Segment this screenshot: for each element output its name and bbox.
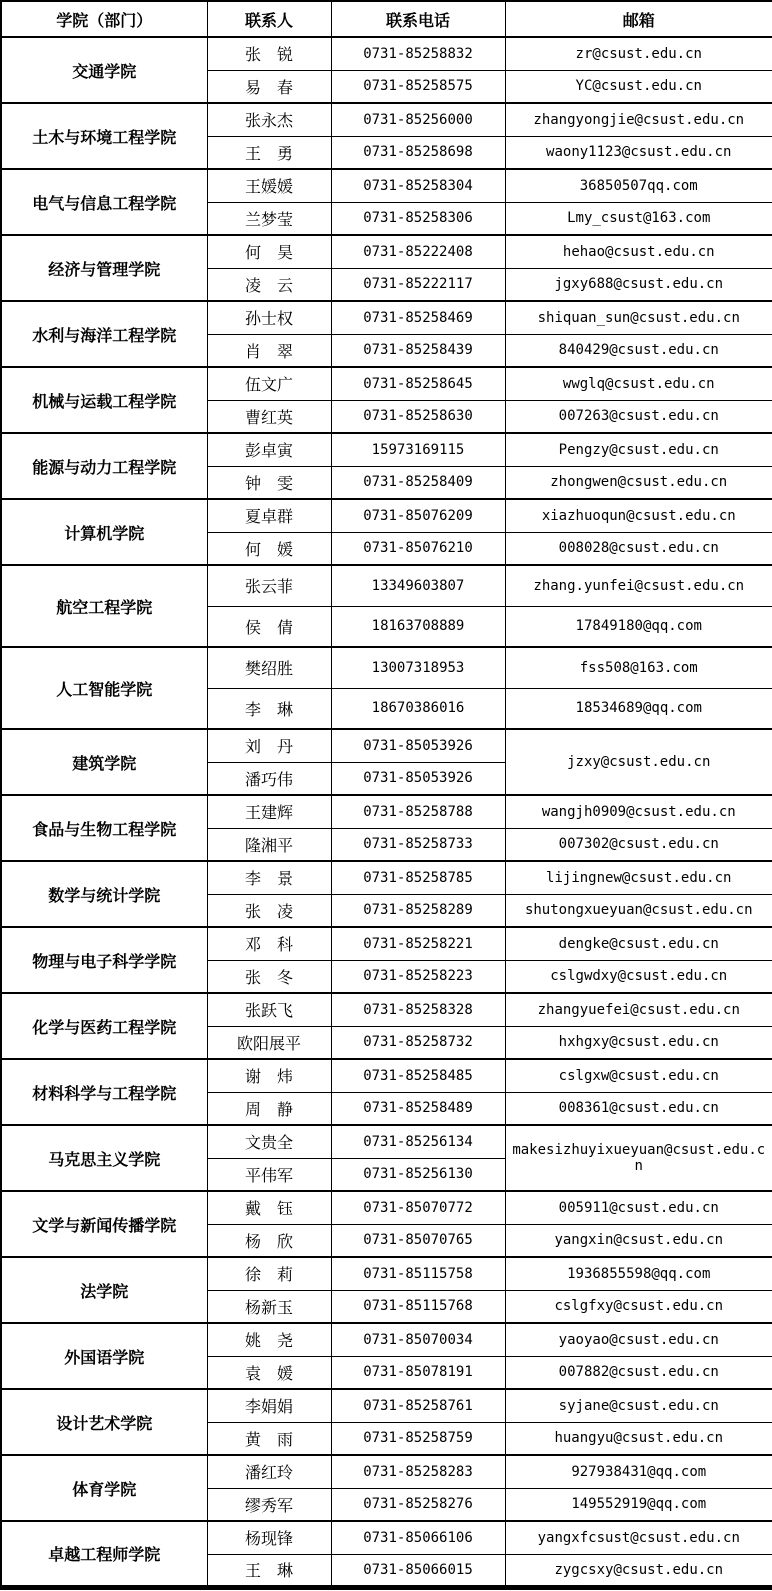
- college-cell: 食品与生物工程学院: [1, 795, 207, 861]
- col-header-email: 邮箱: [505, 1, 772, 37]
- contact-email-cell: waony1123@csust.edu.cn: [505, 136, 772, 169]
- contact-phone-cell: 0731-85258732: [331, 1026, 505, 1059]
- col-header-contact: 联系人: [207, 1, 331, 37]
- contact-phone-cell: 0731-85070034: [331, 1323, 505, 1356]
- contact-email-cell: wangjh0909@csust.edu.cn: [505, 795, 772, 828]
- contact-name-cell: 张 锐: [207, 37, 331, 70]
- table-row: [1, 1455, 772, 1488]
- col-header-college: 学院（部门）: [1, 1, 207, 37]
- contact-email-cell: 927938431@qq.com: [505, 1455, 772, 1488]
- contact-name-cell: 杨 欣: [207, 1224, 331, 1257]
- contact-email-cell: 1936855598@qq.com: [505, 1257, 772, 1290]
- contact-email-cell: cslgwdxy@csust.edu.cn: [505, 960, 772, 993]
- contact-name-cell: 张云菲: [207, 565, 331, 606]
- contact-phone-cell: 0731-85258630: [331, 400, 505, 433]
- contact-name-cell: 李娟娟: [207, 1389, 331, 1422]
- contact-email-cell: shutongxueyuan@csust.edu.cn: [505, 894, 772, 927]
- table-row: [1, 1125, 772, 1158]
- table-row: [1, 1389, 772, 1422]
- contact-phone-cell: 0731-85258698: [331, 136, 505, 169]
- contact-email-cell: 17849180@qq.com: [505, 606, 772, 647]
- college-cell: 法学院: [1, 1257, 207, 1323]
- contact-phone-cell: 0731-85256130: [331, 1158, 505, 1191]
- contact-name-cell: 张 凌: [207, 894, 331, 927]
- contact-name-cell: 凌 云: [207, 268, 331, 301]
- contact-phone-cell: 0731-85076209: [331, 499, 505, 532]
- contact-email-cell: makesizhuyixueyuan@csust.edu.cn: [505, 1125, 772, 1191]
- contact-phone-cell: 0731-85258645: [331, 367, 505, 400]
- contact-name-cell: 肖 翠: [207, 334, 331, 367]
- contact-phone-cell: 18670386016: [331, 688, 505, 729]
- college-cell: 化学与医药工程学院: [1, 993, 207, 1059]
- contact-phone-cell: 0731-85258304: [331, 169, 505, 202]
- college-cell: 电气与信息工程学院: [1, 169, 207, 235]
- contact-email-cell: Lmy_csust@163.com: [505, 202, 772, 235]
- contact-name-cell: 戴 钰: [207, 1191, 331, 1224]
- college-cell: 外国语学院: [1, 1323, 207, 1389]
- contact-phone-cell: 0731-85258469: [331, 301, 505, 334]
- college-cell: 交通学院: [1, 37, 207, 103]
- contact-name-cell: 张永杰: [207, 103, 331, 136]
- contact-name-cell: 李 景: [207, 861, 331, 894]
- contact-email-cell: xiazhuoqun@csust.edu.cn: [505, 499, 772, 532]
- contact-phone-cell: 0731-85258761: [331, 1389, 505, 1422]
- contact-email-cell: 007302@csust.edu.cn: [505, 828, 772, 861]
- college-cell: 航空工程学院: [1, 565, 207, 647]
- contact-email-cell: jgxy688@csust.edu.cn: [505, 268, 772, 301]
- contact-name-cell: 夏卓群: [207, 499, 331, 532]
- college-cell: 计算机学院: [1, 499, 207, 565]
- contact-phone-cell: 18163708889: [331, 606, 505, 647]
- contact-name-cell: 杨现锋: [207, 1521, 331, 1554]
- contact-name-cell: 杨新玉: [207, 1290, 331, 1323]
- table-row: [1, 235, 772, 268]
- contact-phone-cell: 0731-85258439: [331, 334, 505, 367]
- contact-phone-cell: 0731-85066015: [331, 1554, 505, 1587]
- contact-email-cell: zhangyuefei@csust.edu.cn: [505, 993, 772, 1026]
- contact-phone-cell: 0731-85258328: [331, 993, 505, 1026]
- contact-name-cell: 邓 科: [207, 927, 331, 960]
- contact-phone-cell: 0731-85053926: [331, 729, 505, 762]
- contact-email-cell: zhongwen@csust.edu.cn: [505, 466, 772, 499]
- contact-name-cell: 潘巧伟: [207, 762, 331, 795]
- contact-email-cell: cslgxw@csust.edu.cn: [505, 1059, 772, 1092]
- contact-phone-cell: 0731-85258489: [331, 1092, 505, 1125]
- table-row: [1, 433, 772, 466]
- contact-email-cell: syjane@csust.edu.cn: [505, 1389, 772, 1422]
- contact-name-cell: 王 勇: [207, 136, 331, 169]
- table-row: [1, 861, 772, 894]
- college-cell: 人工智能学院: [1, 647, 207, 729]
- contact-name-cell: 王 琳: [207, 1554, 331, 1587]
- college-cell: 能源与动力工程学院: [1, 433, 207, 499]
- table-row: [1, 1521, 772, 1554]
- contact-name-cell: 徐 莉: [207, 1257, 331, 1290]
- contact-phone-cell: 0731-85258485: [331, 1059, 505, 1092]
- contact-email-cell: zr@csust.edu.cn: [505, 37, 772, 70]
- contact-phone-cell: 0731-85078191: [331, 1356, 505, 1389]
- contact-email-cell: jzxy@csust.edu.cn: [505, 729, 772, 795]
- table-row: [1, 1059, 772, 1092]
- contact-phone-cell: 15973169115: [331, 433, 505, 466]
- contact-name-cell: 张跃飞: [207, 993, 331, 1026]
- contact-email-cell: hehao@csust.edu.cn: [505, 235, 772, 268]
- contact-phone-cell: 0731-85258276: [331, 1488, 505, 1521]
- contact-name-cell: 樊绍胜: [207, 647, 331, 688]
- table-row: [1, 729, 772, 762]
- contact-phone-cell: 0731-85222408: [331, 235, 505, 268]
- contact-name-cell: 隆湘平: [207, 828, 331, 861]
- contact-name-cell: 彭卓寅: [207, 433, 331, 466]
- contact-email-cell: 007882@csust.edu.cn: [505, 1356, 772, 1389]
- contact-phone-cell: 0731-85258759: [331, 1422, 505, 1455]
- contact-name-cell: 钟 雯: [207, 466, 331, 499]
- college-cell: 数学与统计学院: [1, 861, 207, 927]
- contact-name-cell: 伍文广: [207, 367, 331, 400]
- contact-email-cell: zhang.yunfei@csust.edu.cn: [505, 565, 772, 606]
- contact-name-cell: 兰梦莹: [207, 202, 331, 235]
- contact-name-cell: 何 媛: [207, 532, 331, 565]
- contact-phone-cell: 0731-85070765: [331, 1224, 505, 1257]
- contact-name-cell: 黄 雨: [207, 1422, 331, 1455]
- college-cell: 建筑学院: [1, 729, 207, 795]
- contact-name-cell: 潘红玲: [207, 1455, 331, 1488]
- contact-name-cell: 刘 丹: [207, 729, 331, 762]
- contact-name-cell: 王建辉: [207, 795, 331, 828]
- contact-phone-cell: 0731-85258785: [331, 861, 505, 894]
- contact-email-cell: wwglq@csust.edu.cn: [505, 367, 772, 400]
- contact-phone-cell: 0731-85076210: [331, 532, 505, 565]
- college-cell: 体育学院: [1, 1455, 207, 1521]
- contact-email-cell: YC@csust.edu.cn: [505, 70, 772, 103]
- contact-name-cell: 李 琳: [207, 688, 331, 729]
- contact-phone-cell: 0731-85066106: [331, 1521, 505, 1554]
- college-cell: 材料科学与工程学院: [1, 1059, 207, 1125]
- contact-email-cell: lijingnew@csust.edu.cn: [505, 861, 772, 894]
- contact-phone-cell: 0731-85258832: [331, 37, 505, 70]
- table-row: [1, 499, 772, 532]
- table-row: [1, 795, 772, 828]
- contact-email-cell: yaoyao@csust.edu.cn: [505, 1323, 772, 1356]
- contact-email-cell: 005911@csust.edu.cn: [505, 1191, 772, 1224]
- table-row: [1, 1323, 772, 1356]
- college-cell: 设计艺术学院: [1, 1389, 207, 1455]
- contact-name-cell: 王媛媛: [207, 169, 331, 202]
- contact-email-cell: fss508@163.com: [505, 647, 772, 688]
- table-row: [1, 1257, 772, 1290]
- contact-name-cell: 周 静: [207, 1092, 331, 1125]
- contact-email-cell: cslgfxy@csust.edu.cn: [505, 1290, 772, 1323]
- contact-name-cell: 缪秀军: [207, 1488, 331, 1521]
- contact-phone-cell: 0731-85258409: [331, 466, 505, 499]
- contact-name-cell: 袁 媛: [207, 1356, 331, 1389]
- college-cell: 卓越工程师学院: [1, 1521, 207, 1587]
- contact-email-cell: hxhgxy@csust.edu.cn: [505, 1026, 772, 1059]
- table-row: [1, 169, 772, 202]
- contact-name-cell: 侯 倩: [207, 606, 331, 647]
- college-cell: 水利与海洋工程学院: [1, 301, 207, 367]
- contact-phone-cell: 0731-85258289: [331, 894, 505, 927]
- contact-email-cell: shiquan_sun@csust.edu.cn: [505, 301, 772, 334]
- contact-name-cell: 张 冬: [207, 960, 331, 993]
- contact-email-cell: zygcsxy@csust.edu.cn: [505, 1554, 772, 1587]
- contact-phone-cell: 0731-85258306: [331, 202, 505, 235]
- contact-phone-cell: 0731-85258788: [331, 795, 505, 828]
- contact-email-cell: 008361@csust.edu.cn: [505, 1092, 772, 1125]
- contact-email-cell: huangyu@csust.edu.cn: [505, 1422, 772, 1455]
- contact-name-cell: 文贵全: [207, 1125, 331, 1158]
- contact-name-cell: 谢 炜: [207, 1059, 331, 1092]
- contact-phone-cell: 0731-85258283: [331, 1455, 505, 1488]
- contact-email-cell: yangxfcsust@csust.edu.cn: [505, 1521, 772, 1554]
- table-row: [1, 993, 772, 1026]
- contact-email-cell: Pengzy@csust.edu.cn: [505, 433, 772, 466]
- college-cell: 经济与管理学院: [1, 235, 207, 301]
- contact-name-cell: 欧阳展平: [207, 1026, 331, 1059]
- contact-email-cell: yangxin@csust.edu.cn: [505, 1224, 772, 1257]
- table-row: [1, 647, 772, 688]
- contact-email-cell: 36850507qq.com: [505, 169, 772, 202]
- contact-email-cell: zhangyongjie@csust.edu.cn: [505, 103, 772, 136]
- contact-phone-cell: 13349603807: [331, 565, 505, 606]
- contact-name-cell: 曹红英: [207, 400, 331, 433]
- contact-email-cell: 007263@csust.edu.cn: [505, 400, 772, 433]
- contact-name-cell: 何 昊: [207, 235, 331, 268]
- contact-phone-cell: 0731-85053926: [331, 762, 505, 795]
- college-cell: 文学与新闻传播学院: [1, 1191, 207, 1257]
- contact-name-cell: 姚 尧: [207, 1323, 331, 1356]
- table-row: [1, 103, 772, 136]
- contact-phone-cell: 0731-85258575: [331, 70, 505, 103]
- table-row: [1, 367, 772, 400]
- contact-email-cell: dengke@csust.edu.cn: [505, 927, 772, 960]
- contact-phone-cell: 0731-85115758: [331, 1257, 505, 1290]
- contact-phone-cell: 0731-85258221: [331, 927, 505, 960]
- contact-name-cell: 易 春: [207, 70, 331, 103]
- table-row: [1, 565, 772, 606]
- college-cell: 机械与运载工程学院: [1, 367, 207, 433]
- contact-name-cell: 平伟军: [207, 1158, 331, 1191]
- contact-phone-cell: 0731-85258733: [331, 828, 505, 861]
- college-cell: 马克思主义学院: [1, 1125, 207, 1191]
- college-cell: 土木与环境工程学院: [1, 103, 207, 169]
- contact-phone-cell: 0731-85070772: [331, 1191, 505, 1224]
- college-cell: 物理与电子科学学院: [1, 927, 207, 993]
- contact-email-cell: 008028@csust.edu.cn: [505, 532, 772, 565]
- contact-phone-cell: 0731-85258223: [331, 960, 505, 993]
- contact-name-cell: 孙士权: [207, 301, 331, 334]
- col-header-phone: 联系电话: [331, 1, 505, 37]
- contact-phone-cell: 0731-85115768: [331, 1290, 505, 1323]
- table-row: [1, 37, 772, 70]
- table-row: [1, 301, 772, 334]
- table-row: [1, 927, 772, 960]
- contact-table-body: [1, 37, 772, 1587]
- contact-phone-cell: 13007318953: [331, 647, 505, 688]
- contact-email-cell: 18534689@qq.com: [505, 688, 772, 729]
- contact-phone-cell: 0731-85256000: [331, 103, 505, 136]
- contact-email-cell: 149552919@qq.com: [505, 1488, 772, 1521]
- contact-phone-cell: 0731-85256134: [331, 1125, 505, 1158]
- header-row: [1, 1, 772, 37]
- contact-phone-cell: 0731-85222117: [331, 268, 505, 301]
- table-row: [1, 1191, 772, 1224]
- contact-email-cell: 840429@csust.edu.cn: [505, 334, 772, 367]
